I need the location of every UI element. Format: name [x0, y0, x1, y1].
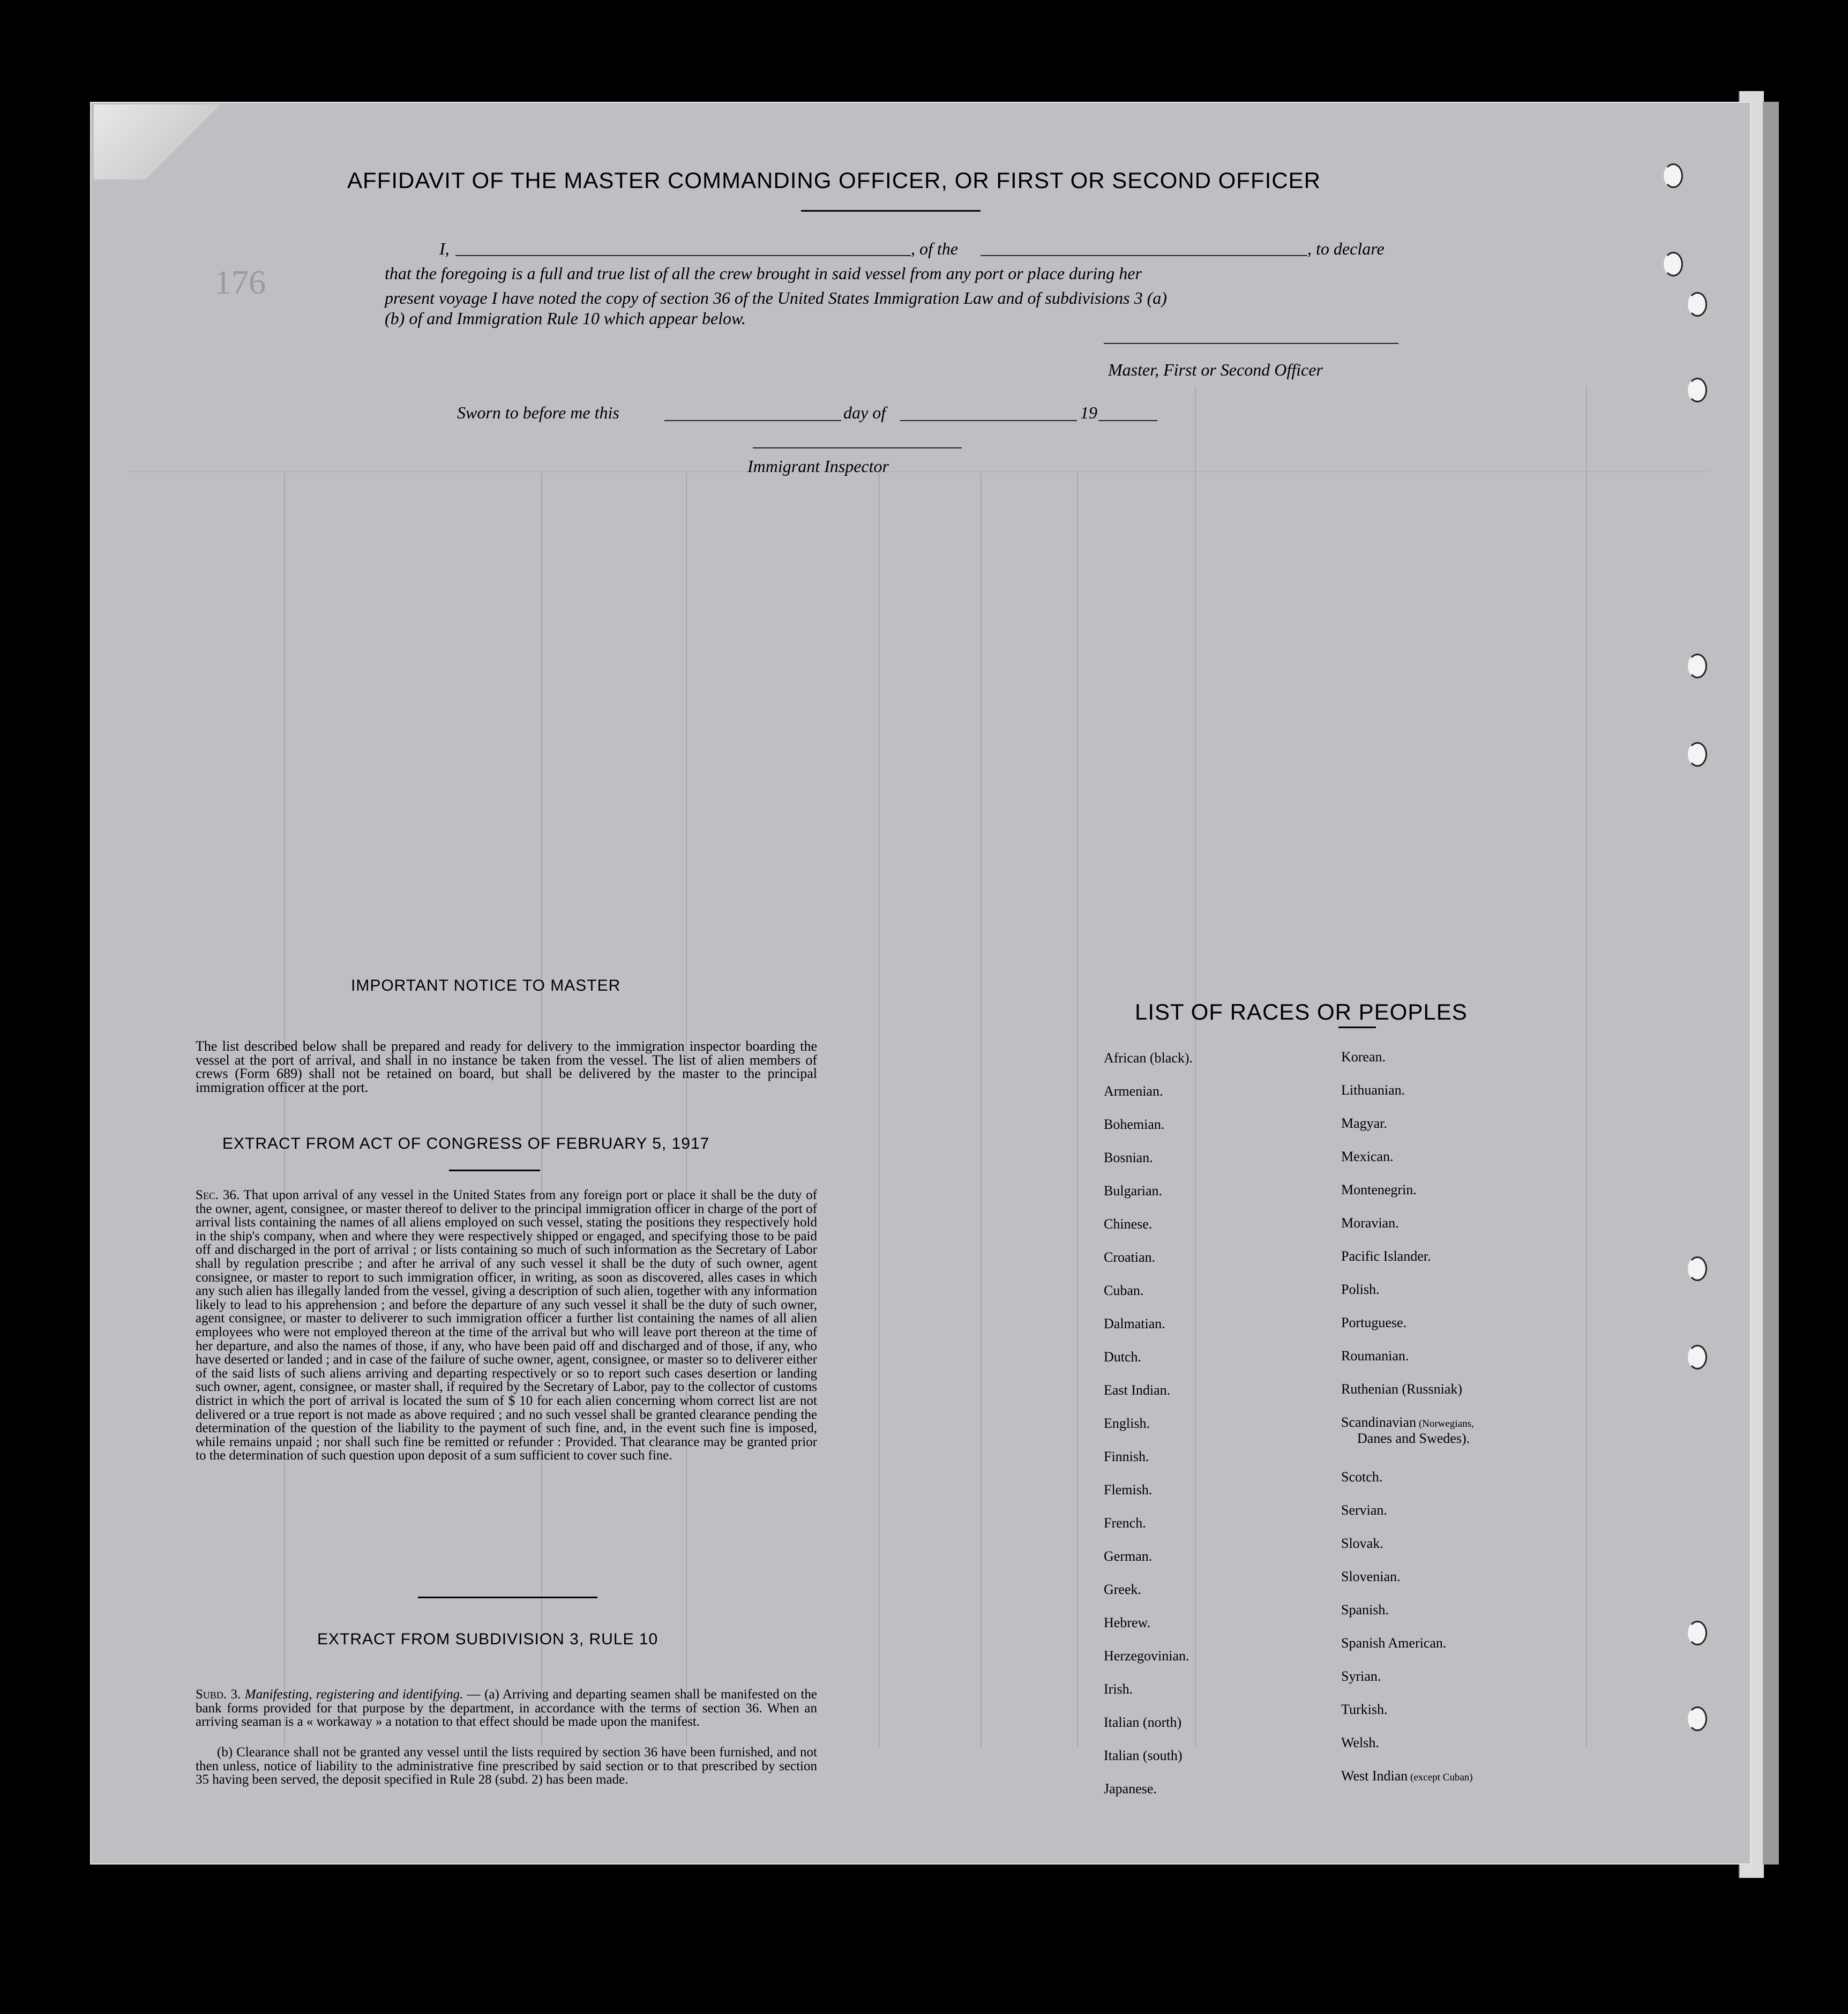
race-name: Montenegrin. [1341, 1182, 1417, 1197]
punch-hole [1688, 742, 1707, 767]
ghost-column-line [686, 471, 687, 1747]
race-name: Turkish. [1341, 1702, 1388, 1717]
race-note: (Norwegians, [1416, 1418, 1474, 1429]
race-item: Japanese. [1104, 1781, 1157, 1796]
race-item [1341, 1414, 1474, 1447]
subdivision-a-text: — (a) Arriving and departing seamen shall be manifested on the bank forms provided for that purpose by the department, in accordance with the terms of section 36. When an arriving seaman is a « workaway » a notation to that effect should be made upon the manifest. [196, 1687, 817, 1730]
race-item: Flemish. [1104, 1482, 1153, 1498]
punch-hole [1688, 1345, 1707, 1369]
punch-hole [1688, 378, 1707, 402]
race-item [1341, 1536, 1383, 1552]
sworn-label: Sworn to before me this [457, 403, 619, 422]
race-note: (except Cuban) [1408, 1772, 1473, 1783]
ghost-column-line [541, 471, 542, 1747]
race-name: Magyar. [1341, 1115, 1387, 1131]
stamp-number: 176 [214, 263, 266, 301]
name-blank [455, 255, 911, 256]
affidavit-title: AFFIDAVIT OF THE MASTER COMMANDING OFFICER, OR FIRST OR SECOND OFFICER [347, 168, 1321, 193]
race-item: Dutch. [1104, 1349, 1142, 1365]
paper-edge-shadow [1763, 102, 1779, 1865]
notice-title: IMPORTANT NOTICE TO MASTER [351, 977, 621, 994]
punch-hole [1664, 163, 1683, 188]
race-name: Polish. [1341, 1282, 1380, 1297]
race-item: Herzegovinian. [1104, 1648, 1189, 1664]
race-name: Syrian. [1341, 1668, 1381, 1684]
race-item [1341, 1082, 1405, 1098]
race-item [1341, 1348, 1409, 1364]
rule-extract-title: EXTRACT FROM SUBDIVISION 3, RULE 10 [317, 1630, 659, 1648]
inspector-label: Immigrant Inspector [747, 456, 889, 476]
race-item [1341, 1602, 1389, 1618]
ghost-column-line [284, 471, 285, 1747]
race-item [1341, 1282, 1380, 1298]
act-extract-title: EXTRACT FROM ACT OF CONGRESS OF FEBRUARY 5, 1917 [222, 1135, 710, 1152]
race-item: Finnish. [1104, 1449, 1149, 1464]
race-item [1341, 1569, 1401, 1585]
ghost-row-line [129, 471, 1709, 472]
punch-hole [1688, 292, 1707, 317]
race-item [1341, 1502, 1387, 1518]
race-item: Chinese. [1104, 1216, 1153, 1232]
race-name: Scotch. [1341, 1469, 1383, 1485]
race-item [1341, 1115, 1387, 1132]
punch-hole [1688, 1256, 1707, 1281]
race-name: Korean. [1341, 1049, 1386, 1065]
affidavit-line-2: that the foregoing is a full and true list of all the crew brought in said vessel from any port or place during her [385, 264, 1142, 283]
race-item [1341, 1702, 1387, 1718]
ghost-column-line [879, 471, 880, 1747]
year-label: 19 [1080, 403, 1097, 422]
punch-hole [1688, 654, 1707, 678]
sworn-year-blank [1098, 420, 1157, 421]
punch-hole [1688, 1621, 1707, 1645]
race-note: Danes and Swedes). [1357, 1431, 1470, 1446]
race-name: Roumanian. [1341, 1348, 1409, 1364]
notice-text: The list described below shall be prepared and ready for delivery to the immigration inspector boarding the vessel at the port of arrival, and shall in no instance be taken from the vessel. The list of alien members of crews (Form 689) shall not be retained on board, but shall be delivered by the master to the principal immigration officer at the port. [196, 1038, 817, 1095]
race-name: Ruthenian (Russniak) [1341, 1381, 1463, 1397]
race-item: Italian (north) [1104, 1714, 1182, 1730]
race-item [1341, 1149, 1393, 1165]
affidavit-declare-label: , to declare [1307, 239, 1385, 258]
race-item: Italian (south) [1104, 1748, 1183, 1763]
races-title: LIST OF RACES OR PEOPLES [1135, 999, 1468, 1024]
race-item: Armenian. [1104, 1083, 1163, 1099]
rule-extract-text-a [196, 1688, 817, 1729]
race-item: Hebrew. [1104, 1615, 1151, 1630]
race-item [1341, 1215, 1399, 1231]
document-page [90, 102, 1751, 1865]
sworn-month-blank [900, 420, 1077, 421]
race-name: Mexican. [1341, 1149, 1394, 1164]
race-item: English. [1104, 1416, 1150, 1431]
race-name: Slovak. [1341, 1536, 1383, 1551]
punch-hole [1688, 1706, 1707, 1731]
ghost-column-line [1077, 471, 1078, 1747]
affidavit-of-the-label: , of the [911, 239, 958, 258]
race-item: Croatian. [1104, 1249, 1156, 1265]
race-name: Portuguese. [1341, 1315, 1407, 1330]
section-divider [418, 1597, 597, 1598]
race-item: Bosnian. [1104, 1150, 1153, 1165]
race-item [1341, 1635, 1446, 1651]
section-text: That upon arrival of any vessel in the United States from any foreign port or place it shall be the duty of the owner, agent, consignee, or master thereof to deliver to the principal immigration officer in charge of the port of arrival lists containing the names of all aliens employed on such vessel, stating the positions they respectively hold in the ship's company, when and where they were respectively shipped or engaged, and specifying those to be paid off and discharged in the port of arrival ; or lists containing so much of such information as the Secretary of Labor shall by regulation prescribe ; and after he arrival of any such vessel it shall be the duty of such owner, agent consignee, or master to report to such immigration officer, in writing, as soon as discovered, alles cases in which any such alien has illegally landed from the vessel, giving a description of such alien, together with any information likely to lead to his apprehension ; and before the departure of any such vessel it shall be the duty of such owner, agent consignee, or master to deliverer to such immigration officer a further list containing the names of all alien employees who were not employed thereon at the time of the arrival but who will leave port thereon at the time of her departure, and also the names of those, if any, who have been paid off and discharged and of those, if any, who have deserted or landed ; and in case of the failure of suche owner, agent, consignee, or master so to deliverer either of the said lists of such aliens arriving and departing respectively or so to report such cases desertion or landing such owner, agent, consignee, or master shall, if required by the Secretary of Labor, pay to the collector of customs district in which the port of arrival is located the sum of $ 10 for each alien concerning whom correct list are not delivered or a true report is not made as above required ; and no such vessel shall be granted clearance pending the determination of the question of the liability to the payment of such fine, and, in the event such fine is imposed, while remains unpaid ; nor shall such fine be remitted or refunder : Provided. That clearance may be granted prior to the determination of such question upon deposit of a sum sufficient to cover such fine. [196, 1188, 818, 1463]
race-item [1341, 1668, 1381, 1684]
master-label: Master, First or Second Officer [1108, 360, 1323, 379]
act-title-underline [449, 1170, 540, 1171]
race-item [1341, 1248, 1431, 1264]
race-name: Lithuanian. [1341, 1082, 1405, 1098]
race-item: African (black). [1104, 1050, 1193, 1066]
affidavit-i-label: I, [439, 239, 450, 258]
race-name: Slovenian. [1341, 1569, 1401, 1584]
race-name: Servian. [1341, 1502, 1387, 1518]
race-name: Pacific Islander. [1341, 1248, 1431, 1264]
sworn-day-blank [664, 420, 841, 421]
race-item: Greek. [1104, 1582, 1142, 1597]
subdivision-label: Subd. 3. [196, 1687, 241, 1702]
race-item [1341, 1469, 1382, 1485]
race-item: Cuban. [1104, 1283, 1144, 1298]
inspector-signature-line [753, 447, 962, 448]
master-signature-line [1104, 343, 1398, 344]
race-name: Scandinavian [1341, 1414, 1417, 1430]
race-item [1341, 1182, 1417, 1198]
vessel-blank [981, 255, 1307, 256]
race-item: Bohemian. [1104, 1117, 1165, 1132]
section-label: Sec. 36. [196, 1188, 240, 1202]
folded-corner [94, 104, 228, 179]
affidavit-line-3: present voyage I have noted the copy of section 36 of the United States Immigration Law and of subdivisions 3 (a) [385, 288, 1167, 308]
race-item [1341, 1768, 1473, 1784]
races-title-underline [1338, 1027, 1376, 1028]
punch-hole [1664, 252, 1683, 276]
race-name: Spanish. [1341, 1602, 1389, 1618]
race-name: Welsh. [1341, 1735, 1379, 1750]
subdivision-heading: Manifesting, registering and identifying. [244, 1687, 463, 1702]
race-item: East Indian. [1104, 1382, 1171, 1398]
title-underline [801, 210, 981, 212]
race-name: Spanish American. [1341, 1635, 1447, 1651]
act-extract-text [196, 1188, 817, 1463]
race-item: French. [1104, 1515, 1146, 1531]
ghost-column-line [1195, 386, 1196, 1747]
rule-extract-text-b: (b) Clearance shall not be granted any vessel until the lists required by section 36 have been furnished, and not then unless, notice of liability to the administrative fine prescribed by said section or to that prescribed by section 35 having been served, the deposit specified in Rule 28 (subd. 2) has been made. [196, 1745, 817, 1787]
race-name: Moravian. [1341, 1215, 1399, 1231]
ghost-column-line [981, 471, 982, 1747]
race-item [1341, 1735, 1379, 1751]
race-item: German. [1104, 1548, 1153, 1564]
race-item: Bulgarian. [1104, 1183, 1163, 1199]
race-item: Dalmatian. [1104, 1316, 1165, 1331]
race-name: West Indian [1341, 1768, 1408, 1784]
affidavit-line-4: (b) of and Immigration Rule 10 which appear below. [385, 309, 746, 328]
race-item [1341, 1049, 1386, 1065]
race-item [1341, 1381, 1462, 1397]
ghost-column-line [1586, 386, 1587, 1747]
day-of-label: day of [843, 403, 886, 422]
race-item: Irish. [1104, 1681, 1133, 1697]
race-item [1341, 1315, 1406, 1331]
